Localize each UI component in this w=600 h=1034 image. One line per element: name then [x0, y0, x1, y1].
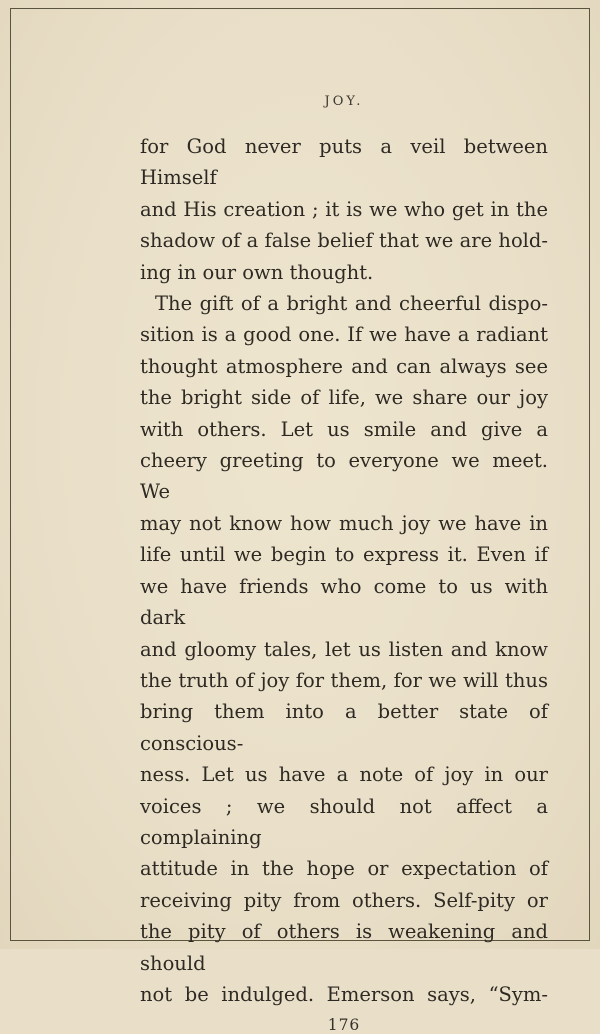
- running-head: JOY.: [324, 94, 364, 109]
- text-line: with others. Let us smile and give a: [140, 417, 548, 441]
- text-line: the pity of others is weakening and should: [140, 920, 548, 975]
- text-line: ing in our own thought.: [140, 260, 374, 284]
- text-line: thought atmosphere and can always see: [140, 354, 548, 378]
- text-line: life until we begin to express it. Even if: [140, 543, 548, 567]
- paragraphs: [140, 131, 548, 1010]
- text-line: cheery greeting to everyone we meet. We: [140, 449, 548, 504]
- text-line: bring them into a better state of conscious-: [140, 700, 548, 755]
- text-line: ness. Let us have a note of joy in our: [140, 763, 548, 787]
- text-line: voices ; we should not affect a complaining: [140, 794, 548, 849]
- text-line: we have friends who come to us with dark: [140, 574, 548, 630]
- text-line: the truth of joy for them, for we will thus: [140, 668, 548, 692]
- text-line: may not know how much joy we have in: [140, 511, 548, 535]
- text-block: [140, 0, 548, 1034]
- text-line: for God never puts a veil between Himself: [140, 135, 548, 190]
- text-line: the bright side of life, we share our joy: [140, 386, 548, 410]
- text-line: and gloomy tales, let us listen and know: [140, 637, 548, 661]
- text-line: The gift of a bright and cheerful dispo-: [155, 292, 548, 316]
- text-line: shadow of a false belief that we are hold-: [140, 229, 548, 253]
- page-number: 176: [327, 1016, 361, 1034]
- text-line: attitude in the hope or expectation of: [140, 857, 548, 881]
- text-line: not be indulged. Emerson says, “Sym-: [140, 982, 548, 1006]
- text-line: sition is a good one. If we have a radiant: [140, 323, 548, 347]
- text-line: and His creation ; it is we who get in the: [140, 197, 548, 221]
- text-line: receiving pity from others. Self-pity or: [140, 888, 548, 912]
